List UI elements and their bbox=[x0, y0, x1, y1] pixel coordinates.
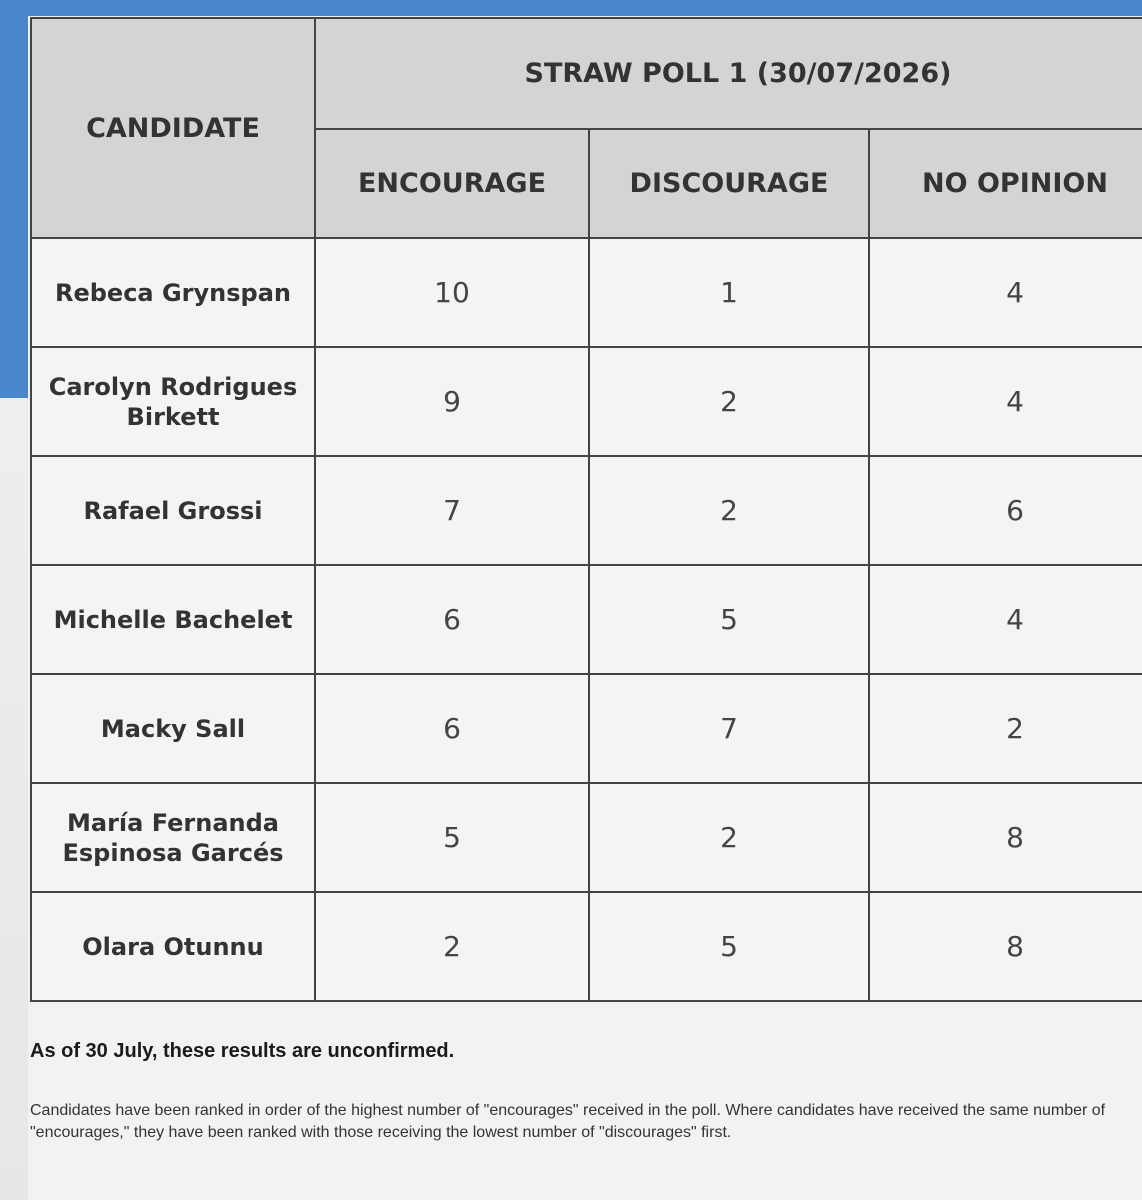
encourage-count: 5 bbox=[315, 783, 589, 892]
discourage-count: 1 bbox=[589, 238, 869, 347]
no-opinion-count: 8 bbox=[869, 783, 1142, 892]
candidate-name: Michelle Bachelet bbox=[31, 565, 315, 674]
unconfirmed-results-note: As of 30 July, these results are unconfirmed. bbox=[30, 1040, 455, 1062]
encourage-count: 6 bbox=[315, 674, 589, 783]
candidate-name: Olara Otunnu bbox=[31, 892, 315, 1001]
encourage-count: 2 bbox=[315, 892, 589, 1001]
encourage-count: 9 bbox=[315, 347, 589, 456]
table-row bbox=[31, 892, 1142, 1001]
encourage-count: 10 bbox=[315, 238, 589, 347]
discourage-count: 2 bbox=[589, 347, 869, 456]
ranking-explanation-note: Candidates have been ranked in order of the highest number of "encourages" received in the poll. Where candidates have received the same number of "encourages," they have been ranked with those receiving the lowest number of "discourages" first. bbox=[30, 1102, 1106, 1141]
candidate-name: Macky Sall bbox=[31, 674, 315, 783]
discourage-column-header: DISCOURAGE bbox=[589, 129, 869, 238]
candidate-name: María Fernanda Espinosa Garcés bbox=[31, 783, 315, 892]
discourage-count: 2 bbox=[589, 456, 869, 565]
no-opinion-count: 6 bbox=[869, 456, 1142, 565]
discourage-count: 7 bbox=[589, 674, 869, 783]
encourage-count: 7 bbox=[315, 456, 589, 565]
candidate-name: Rafael Grossi bbox=[31, 456, 315, 565]
candidate-name: Carolyn Rodrigues Birkett bbox=[31, 347, 315, 456]
discourage-count: 5 bbox=[589, 565, 869, 674]
candidate-column-header: CANDIDATE bbox=[31, 18, 315, 238]
candidate-name: Rebeca Grynspan bbox=[31, 238, 315, 347]
table-row bbox=[31, 347, 1142, 456]
table-row bbox=[31, 674, 1142, 783]
no-opinion-count: 4 bbox=[869, 238, 1142, 347]
encourage-column-header: ENCOURAGE bbox=[315, 129, 589, 238]
encourage-count: 6 bbox=[315, 565, 589, 674]
table-row bbox=[31, 456, 1142, 565]
no-opinion-count: 2 bbox=[869, 674, 1142, 783]
no-opinion-count: 4 bbox=[869, 565, 1142, 674]
discourage-count: 2 bbox=[589, 783, 869, 892]
no-opinion-count: 8 bbox=[869, 892, 1142, 1001]
discourage-count: 5 bbox=[589, 892, 869, 1001]
straw-poll-table bbox=[30, 17, 1142, 1002]
table-row bbox=[31, 565, 1142, 674]
no-opinion-column-header: NO OPINION bbox=[869, 129, 1142, 238]
no-opinion-count: 4 bbox=[869, 347, 1142, 456]
table-row bbox=[31, 783, 1142, 892]
table-row bbox=[31, 238, 1142, 347]
straw-poll-header: STRAW POLL 1 (30/07/2026) bbox=[315, 18, 1142, 129]
